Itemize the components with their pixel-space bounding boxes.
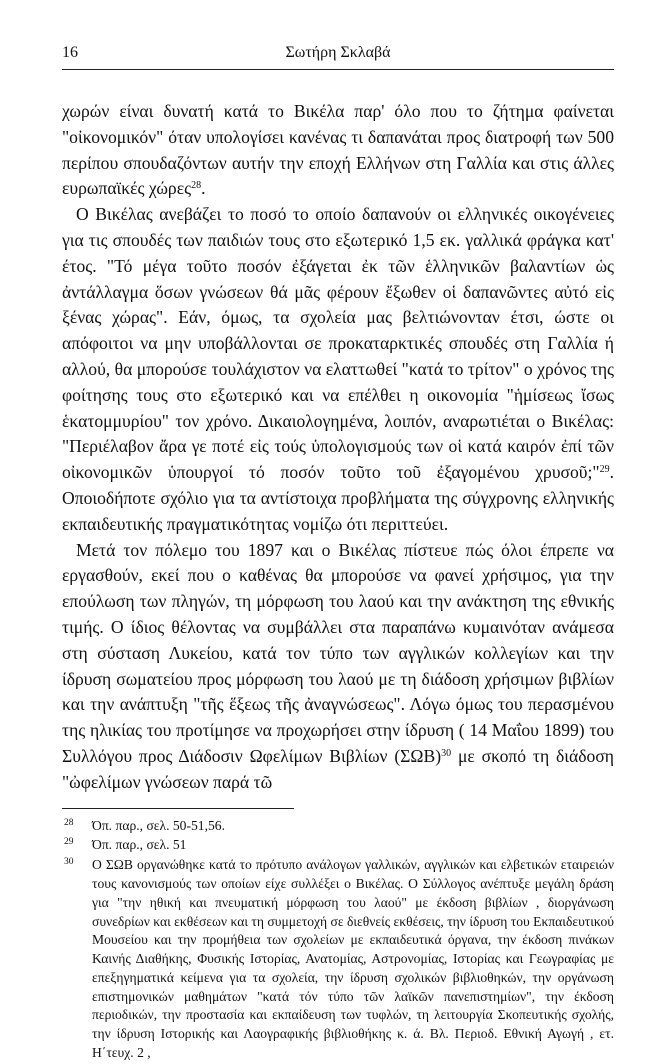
paragraph-1 bbox=[62, 99, 614, 202]
book-page bbox=[62, 38, 614, 1064]
footnote-mark: 29 bbox=[64, 837, 74, 848]
page-number: 16 bbox=[62, 44, 78, 61]
footnote-mark: 30 bbox=[64, 857, 74, 868]
footnote-text: Όπ. παρ., σελ. 50-51,56. bbox=[92, 817, 225, 833]
footnote-mark: 28 bbox=[64, 817, 74, 828]
footnote-ref-30: 30 bbox=[441, 747, 452, 759]
paragraph-1-end: . bbox=[201, 178, 206, 199]
main-text bbox=[62, 99, 614, 796]
header-rule bbox=[62, 69, 614, 70]
footnote-ref-28: 28 bbox=[191, 180, 202, 192]
running-title: Σωτήρη Σκλαβά bbox=[285, 44, 391, 61]
paragraph-1-text: χωρών είναι δυνατή κατά το Βικέλα παρ' όλο που το ζήτημα φαίνεται "οἰκονομικόν" όταν υπολογίσει κανένας τι δαπανάται προς διατροφή των 500 περίπου σπουδαζόντων αυτήν την εποχή Ελλήνων στη Γαλλία και στις άλλες ευρωπαϊκές χώρες bbox=[62, 101, 614, 199]
paragraph-2-text: Ο Βικέλας ανεβάζει το ποσό το οποίο δαπανούν οι ελληνικές οικογένειες για τις σπουδές των παιδιών τους στο εξωτερικό 1,5 εκ. γαλλικά φράγκα κατ' έτος. "Τό μέγα τοῦτο ποσόν ἐξάγεται ἐκ τῶν ἑλληνικῶν βαλαντίων ὡς ἀντάλλαγμα ὅσων γνώσεων θά μᾶς φέρουν ἔξωθεν οἱ δαπανῶντες αὐτό εἰς ξένας χώρας". Εάν, όμως, τα σχολεία μας βελτιώνονταν έτσι, ώστε οι απόφοιτοι να μην υποβάλλονται σε προκαταρκτικές σπουδές στη Γαλλία ή αλλού, θα μπορούσε τουλάχιστον να ελαττωθεί "κατά το τρίτον" ο χρόνος της φοίτησης τους στο εξωτερικό και να επέλθει η οικονομία "ἡμίσεως ἴσως ἑκατομμυρίου" τον χρόνο. Δικαιολογημένα, λοιπόν, αναρωτιέται ο Βικέλας: "Περιέλαβον ἄρα γε ποτέ εἰς τούς ὑπολογισμούς των οἱ κατά καιρόν ἐπί τῶν οἰκονομικῶν ὑπουργοί τό ποσόν τοῦτο τοῦ ἐξαγομένου χρυσοῦ;" bbox=[62, 204, 614, 483]
paragraph-2 bbox=[62, 202, 614, 537]
footnote-rule bbox=[62, 808, 294, 809]
footnotes bbox=[62, 817, 614, 1063]
running-header bbox=[62, 38, 614, 62]
footnote-30 bbox=[62, 856, 614, 1063]
footnote-text: Ο ΣΩΒ οργανώθηκε κατά το πρότυπο ανάλογων γαλλικών, αγγλικών και ελβετικών εταιρειών τους κανονισμούς των οποίων είχε συλλέξει ο Βικέλας. Ο Σύλλογος ανέπτυξε μεγάλη δράση για "την ηθική και πνευματική μόρφωση του λαού" με έκδοση βιβλίων , διοργάνωση συνεδρίων και εκθέσεων και τη συμμετοχή σε διεθνείς εκθέσεις, την ίδρυση του Εκπαιδευτικού Μουσείου και την προμήθεια των σχολείων με εκπαιδευτικά όργανα, την έκδοση πινάκων Καινής Διαθήκης, Φυσικής Ιστορίας, Ανατομίας, Αστρονομίας, Ιστορίας και Γεωγραφίας με επεξηγηματικά κείμενα για τα σχολεία, την ίδρυση σχολικών βιβλιοθηκών, την οργάνωση επιστημονικών μαθημάτων "κατά τόν τύπο τῶν λαϊκῶν πανεπιστημίων", την έκδοση περιοδικών, την προστασία και εκπαίδευση των τυφλών, τη λειτουργία Σκοπευτικής σχολής, την ίδρυση Ιστορικής και Λαογραφικής βιβλιοθήκης κ. ά. Βλ. Περιοδ. Εθνική Αγωγή , ετ. Η΄τευχ. 2 , bbox=[92, 857, 614, 1061]
footnote-text: Όπ. παρ., σελ. 51 bbox=[92, 837, 187, 853]
paragraph-2-end: . Οποιοδήποτε σχόλιο για τα αντίστοιχα προβλήματα της σύγχρονης ελληνικής εκπαιδευτικής πραγματικότητας νομίζω ότι περιττεύει. bbox=[62, 462, 614, 534]
footnote-29 bbox=[62, 836, 614, 855]
paragraph-3-end: με σκοπό τη διάδοση "ὠφελίμων γνώσεων παρά τῶ bbox=[62, 745, 615, 792]
footnote-ref-29: 29 bbox=[599, 464, 610, 476]
paragraph-3-text: Μετά τον πόλεμο του 1897 και ο Βικέλας πίστευε πώς όλοι έπρεπε να εργασθούν, εκεί που ο καθένας θα μπορούσε να φανεί χρήσιμος, για την επούλωση των πληγών, τη μόρφωση του λαού και την ανάκτηση της εθνικής τιμής. Ο ίδιος θέλοντας να συμβάλλει στα παραπάνω κυμαινόταν ανάμεσα στη σύσταση Λυκείου, κατά τον τύπο των αγγλικών κολλεγίων και την ίδρυση σωματείου προς μόρφωση του λαού με τη διάδοση χρήσιμων βιβλίων και την ανάπτυξη "τῆς ἕξεως τῆς ἀναγνώσεως". Λόγω όμως του περασμένου της ηλικίας του προτίμησε να προχωρήσει στην ίδρυση ( 14 Μαΐου 1899) του Συλλόγου προς Διάδοσιν Ωφελίμων Βιβλίων (ΣΩΒ) bbox=[62, 539, 614, 766]
paragraph-3 bbox=[62, 538, 614, 796]
footnote-28 bbox=[62, 817, 614, 836]
